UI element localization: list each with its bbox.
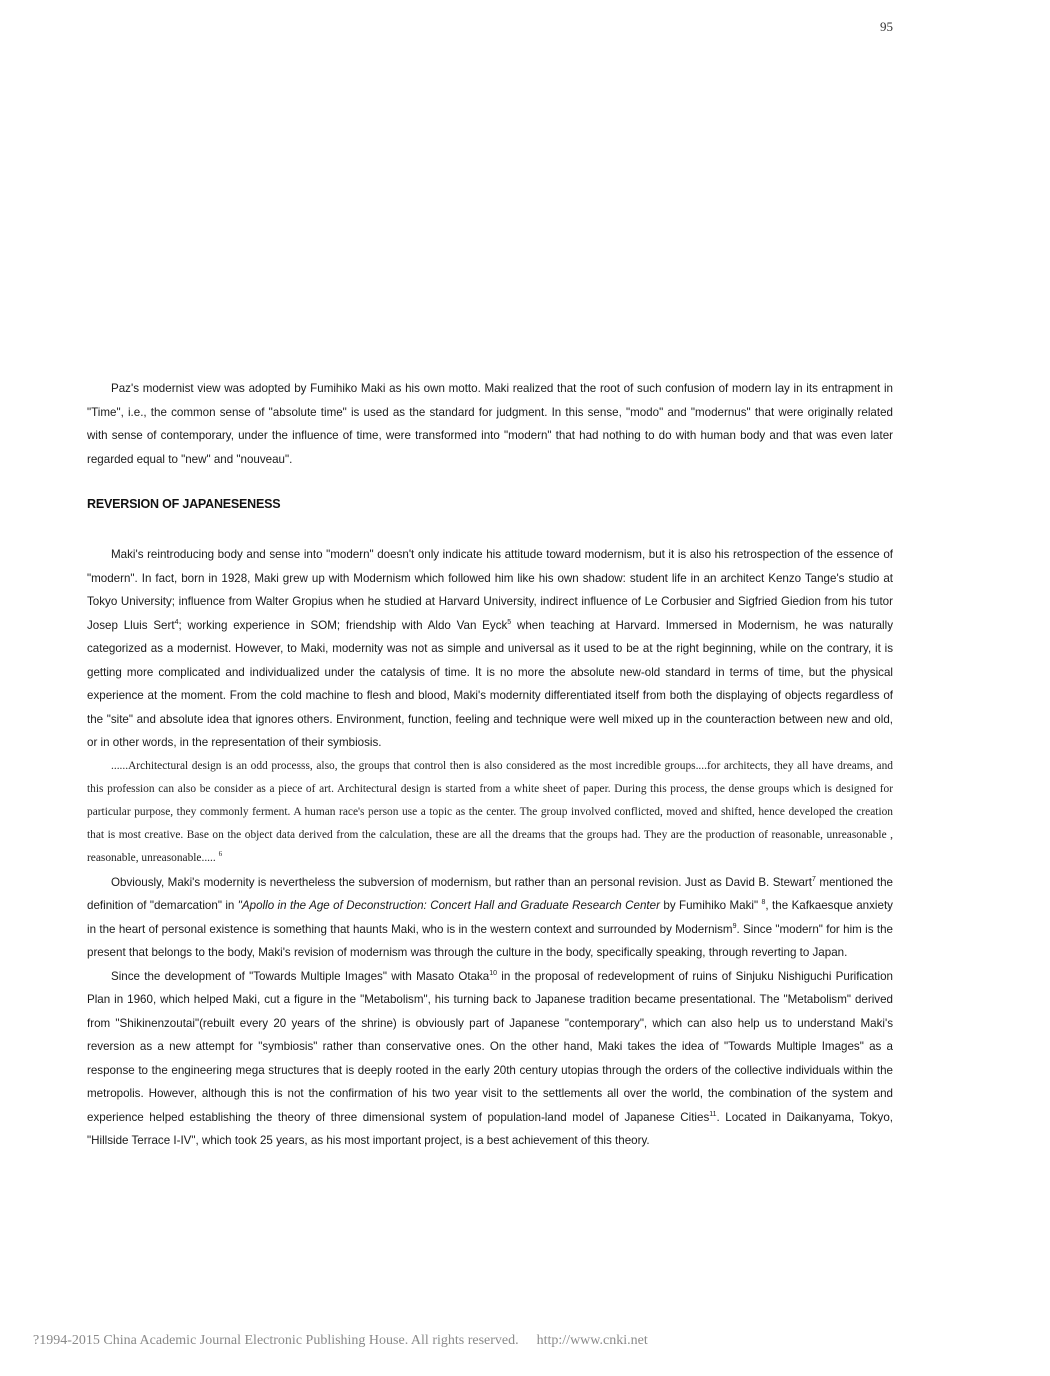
footnote-ref-9: 9: [732, 922, 737, 930]
page-number: 95: [880, 19, 893, 34]
p2-text-e: . Since "modern" for him is the present that belongs to the body, Maki's revision of modernism was through the culture in the body, specifically speaking, through reverting to Japan.: [87, 922, 893, 960]
footnote-ref-10: 10: [489, 969, 498, 977]
footnote-ref-7: 7: [812, 875, 816, 883]
main-section: [87, 543, 893, 1153]
footnote-ref-8: 8: [761, 899, 766, 907]
block-quote: [87, 755, 893, 871]
footer-url[interactable]: http://www.cnki.net: [536, 1333, 648, 1348]
p3-text-b: in the proposal of redevelopment of ruins of Sinjuku Nishiguchi Purification Plan in 1960, which helped Maki, cut a figure in the "Metabolism", his turning back to Japanese tradition became presentational. The "Metabolism" derived from "Shikinenzoutai"(rebuilt every 20 years of the shrine) is obviously part of Japanese "contemporary", which can also help us to understand Maki's reversion as a new attempt for "symbiosis" rather than conservative ones. On the other hand, Maki takes the idea of "Towards Multiple Images" as a response to the engineering mega structures that is deeply rooted in the early 20th century utopias through the orders of the collective individuals within the metropolis. However, although this is not the confirmation of his two year visit to the settlements all over the world, the combination of the system and experience helped establishing the theory of three dimensional system of population-land model of Japanese Cities: [87, 969, 893, 1124]
section-heading: REVERSION OF JAPANESENESS: [87, 497, 281, 511]
p2-text-a: Obviously, Maki's modernity is nevertheless the subversion of modernism, but rather than an personal revision. Just as David B. Stewart: [111, 875, 812, 889]
p2-text-c: by Fumihiko Maki": [659, 899, 759, 913]
p3-text-c: . Located in Daikanyama, Tokyo, "Hillside Terrace I-IV", which took 25 years, as his most important project, is a best achievement of this theory.: [87, 1110, 893, 1148]
body-paragraph-2: [87, 871, 893, 965]
p2-text-d: , the Kafkaesque anxiety in the heart of personal existence is something that haunts Maki, who is in the western context and surrounded by Modernism: [87, 899, 893, 936]
body-paragraph-1: [87, 543, 893, 755]
footnote-ref-6: 6: [218, 850, 223, 859]
p1-text-b: ; working experience in SOM; friendship with Aldo Van Eyck: [178, 618, 508, 632]
p3-text-a: Since the development of "Towards Multiple Images" with Masato Otaka: [111, 969, 490, 983]
footnote-ref-5: 5: [507, 618, 512, 626]
quote-text: ......Architectural design is an odd processs, also, the groups that control then is also considered as the most incredible groups....for architects, they all have dreams, and this profession can also be consider as a piece of art. Architectural design is started from a white sheet of paper. During this process, the dense groups which is designed for particular purpose, they commonly ferment. A human race's person use a topic as the center. The group involved conflicted, moved and shifted, hence developed the creation that is most creative. Base on the object data derived from the calculation, these are all the dreams that the groups had. They are the production of reasonable, unreasonable , reasonable, unreasonable.....: [87, 759, 893, 865]
p2-text-b: mentioned the definition of "demarcation" in: [87, 875, 893, 913]
page-footer: [33, 1333, 648, 1349]
intro-section: [87, 377, 893, 471]
p2-italic-title: "Apollo in the Age of Deconstruction: Concert Hall and Graduate Research Center: [237, 899, 660, 913]
footnote-ref-4: 4: [174, 618, 179, 626]
footer-copyright: ?1994-2015 China Academic Journal Electronic Publishing House. All rights reserved.: [33, 1333, 519, 1348]
intro-paragraph: Paz's modernist view was adopted by Fumihiko Maki as his own motto. Maki realized that the root of such confusion of modern lay in its entrapment in "Time", i.e., the common sense of "absolute time" is used as the standard for judgment. In this sense, "modo" and "modernus" that were originally related with sense of contemporary, under the influence of time, were transformed into "modern" that had nothing to do with human body and that was even later regarded equal to "new" and "nouveau".: [87, 382, 893, 466]
footnote-ref-11: 11: [709, 1110, 717, 1118]
p1-text-a: Maki's reintroducing body and sense into "modern" doesn't only indicate his attitude toward modernism, but it is also his retrospection of the essence of "modern". In fact, born in 1928, Maki grew up with Modernism which followed him like his own shadow: student life in an architect Kenzo Tange's studio at Tokyo University; influence from Walter Gropius when he studied at Harvard University, indirect influence of Le Corbusier and Sigfried Giedion from his tutor Josep Lluis Sert: [87, 548, 893, 632]
p1-text-c: when teaching at Harvard. Immersed in Modernism, he was naturally categorized as a modernist. However, to Maki, modernity was not as simple and universal as it used to be at the right beginning, while on the contrary, it is getting more complicated and individualized under the catalysis of time. It is no more the absolute new-old standard in terms of time, but the physical experience at the moment. From the cold machine to flesh and blood, Maki's modernity differentiated itself from both the displaying of objects regardless of the "site" and absolute idea that ignores others. Environment, function, feeling and technique were well mixed up in the counteraction between new and old, or in other words, in the representation of their symbiosis.: [87, 618, 894, 749]
body-paragraph-3: [87, 965, 893, 1153]
